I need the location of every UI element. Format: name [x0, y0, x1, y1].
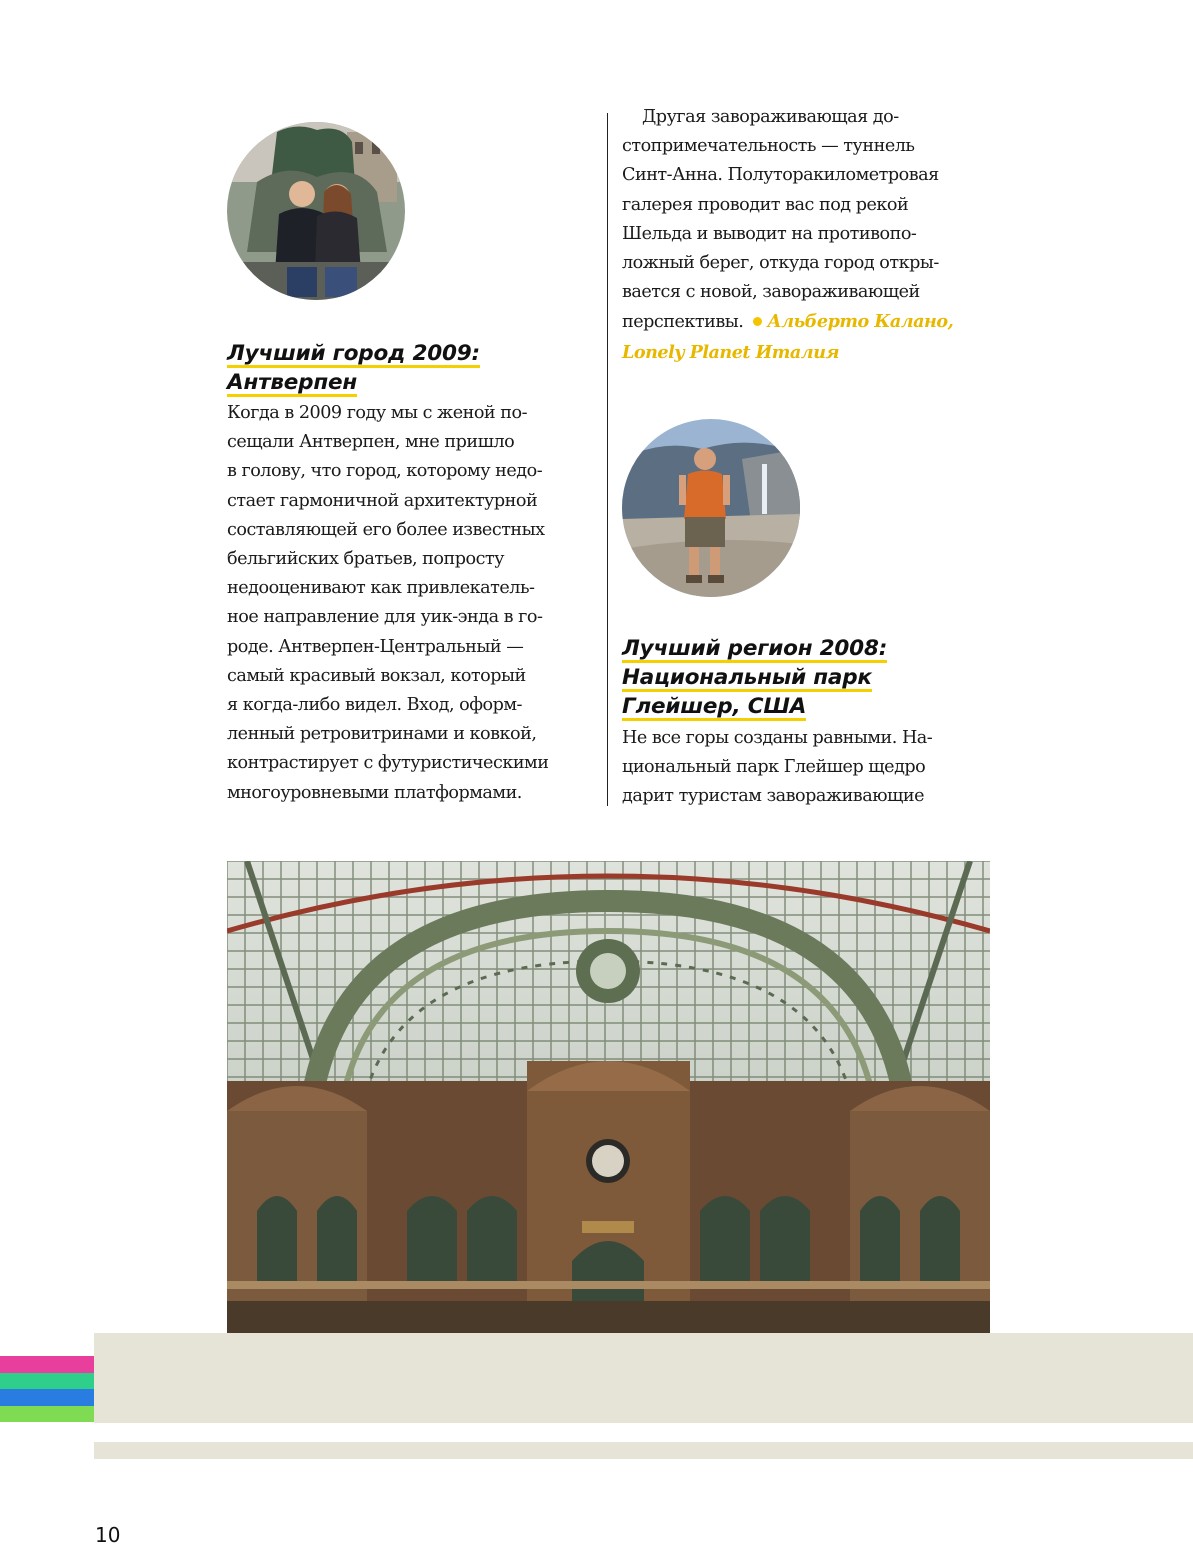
text-line-end: перспективы. — [622, 312, 744, 333]
stripe-lime — [0, 1406, 94, 1423]
text-line: галерея проводит вас под рекой — [622, 194, 909, 215]
heading-line: Лучший город 2009: — [227, 341, 480, 366]
heading-line: Антверпен — [227, 370, 358, 395]
footer-band — [94, 1333, 1193, 1423]
heading-line: Глейшер, США — [622, 694, 807, 719]
text-line: сещали Антверпен, мне пришло — [227, 432, 515, 453]
text-line: Когда в 2009 году мы с женой по- — [227, 403, 528, 423]
text-line: недооценивают как привлекатель- — [227, 578, 535, 599]
author-credit: Альберто Калано, — [767, 311, 954, 333]
page-number: 10 — [95, 1523, 121, 1547]
text-line: бельгийских братьев, попросту — [227, 549, 505, 570]
stripe-green — [0, 1373, 94, 1390]
article-body-tunnel — [622, 103, 953, 367]
text-line: Не все горы созданы равными. На- — [622, 728, 933, 748]
article-body-antwerp — [227, 399, 548, 808]
text-line: самый красивый вокзал, который — [227, 665, 526, 686]
heading-line: Национальный парк — [622, 665, 872, 690]
column-divider — [607, 113, 608, 806]
portrait-couple-photo — [227, 122, 405, 300]
text-line: ленный ретровитринами и ковкой, — [227, 724, 537, 745]
text-line: контрастирует с футуристическими — [227, 753, 549, 774]
text-line: ложный берег, откуда город откры- — [622, 253, 939, 274]
text-line: циональный парк Глейшер щедро — [622, 757, 926, 778]
text-line-with-credit — [622, 307, 953, 337]
text-line: Синт-Анна. Полуторакилометровая — [622, 165, 939, 186]
stripe-blue — [0, 1389, 94, 1406]
color-stripes — [0, 1356, 94, 1422]
text-line: составляющей его более известных — [227, 519, 545, 540]
article-body-glacier — [622, 724, 932, 812]
text-line: многоуровневыми платформами. — [227, 782, 522, 803]
text-line: стопримечательность — туннель — [622, 136, 915, 157]
portrait-hiker-photo — [622, 419, 800, 597]
heading-line: Лучший регион 2008: — [622, 636, 888, 661]
text-line: в голову, что город, которому недо- — [227, 461, 543, 482]
text-line: дарит туристам завораживающие — [622, 786, 925, 807]
text-line: стает гармоничной архитектурной — [227, 490, 538, 511]
antwerp-station-photo — [227, 861, 990, 1333]
text-line: Другая завораживающая до- — [642, 107, 899, 127]
text-line: Шельда и выводит на противопо- — [622, 223, 917, 244]
text-line: я когда-либо видел. Вход, оформ- — [227, 695, 522, 716]
text-line: вается с новой, завораживающей — [622, 282, 920, 303]
text-line: ное направление для уик-энда в го- — [227, 607, 543, 628]
credit-bullet-icon — [753, 317, 762, 326]
section-heading-best-city — [227, 339, 592, 397]
footer-rule — [94, 1442, 1193, 1459]
author-credit-source: Lonely Planet Италия — [622, 341, 839, 363]
text-line: роде. Антверпен-Центральный — — [227, 636, 524, 657]
section-heading-best-region — [622, 634, 992, 721]
stripe-pink — [0, 1356, 94, 1373]
